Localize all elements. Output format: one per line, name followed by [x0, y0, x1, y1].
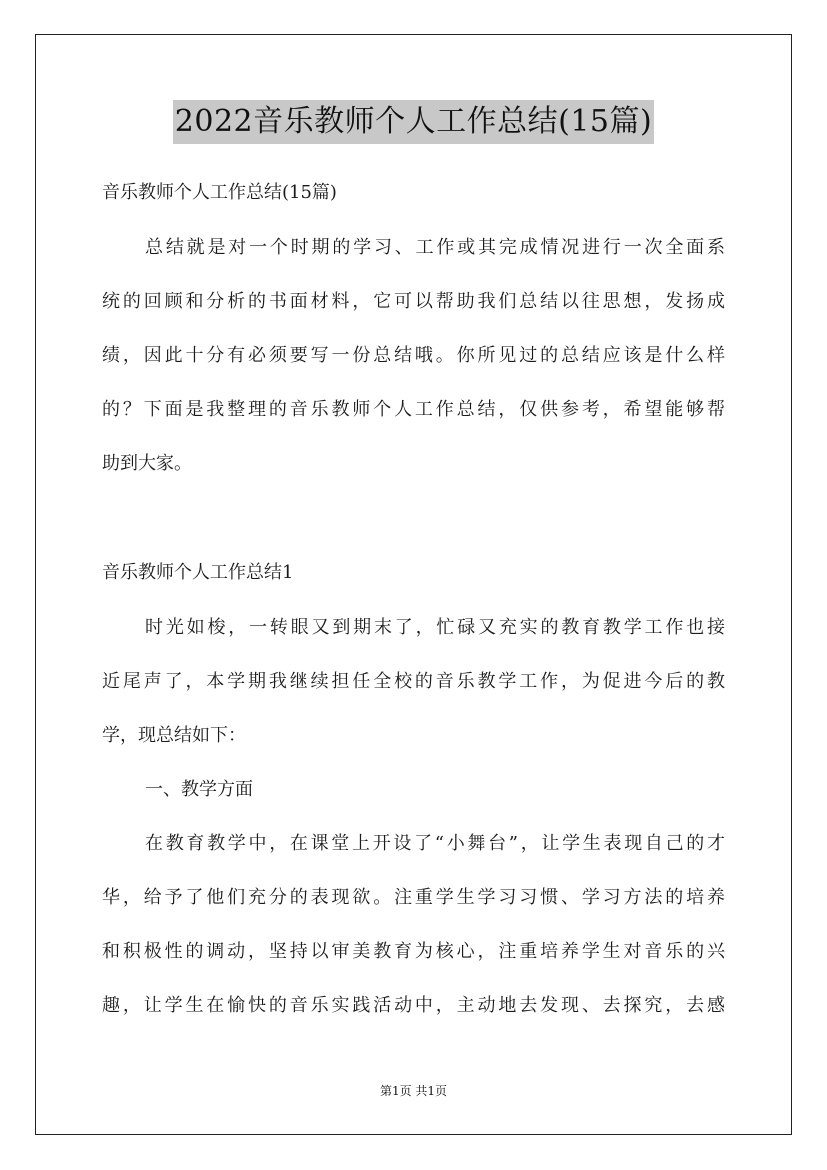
- document-title: 2022音乐教师个人工作总结(15篇): [173, 100, 654, 144]
- paragraph-line: 和积极性的调动，坚持以审美教育为核心，注重培养学生对音乐的兴: [102, 941, 725, 962]
- paragraph-line: 学，现总结如下：: [102, 725, 246, 746]
- paragraph-line: 总结就是对一个时期的学习、工作或其完成情况进行一次全面系: [145, 237, 725, 258]
- paragraph-line: 近尾声了，本学期我继续担任全校的音乐教学工作，为促进今后的教: [102, 671, 725, 692]
- paragraph-line: 统的回顾和分析的书面材料，它可以帮助我们总结以往思想，发扬成: [102, 291, 725, 312]
- paragraph-line: 时光如梭，一转眼又到期末了，忙碌又充实的教育教学工作也接: [145, 617, 725, 638]
- title-container: [0, 100, 827, 144]
- paragraph-line: 在教育教学中，在课堂上开设了“小舞台”，让学生表现自己的才: [145, 833, 725, 854]
- doc-subtitle: 音乐教师个人工作总结(15篇): [102, 182, 337, 203]
- paragraph-line: 趣，让学生在愉快的音乐实践活动中，主动地去发现、去探究，去感: [102, 995, 725, 1016]
- paragraph-line: 绩，因此十分有必须要写一份总结哦。你所见过的总结应该是什么样: [102, 345, 725, 366]
- paragraph-line: 华，给予了他们充分的表现欲。注重学生学习习惯、学习方法的培养: [102, 887, 725, 908]
- paragraph-line: 的？下面是我整理的音乐教师个人工作总结，仅供参考，希望能够帮: [102, 399, 725, 420]
- page-footer: 第1页 共1页: [379, 1084, 448, 1098]
- paragraph-line: 助到大家。: [102, 453, 192, 474]
- section-heading: 音乐教师个人工作总结1: [102, 562, 294, 583]
- subsection-heading: 一、教学方面: [145, 779, 253, 800]
